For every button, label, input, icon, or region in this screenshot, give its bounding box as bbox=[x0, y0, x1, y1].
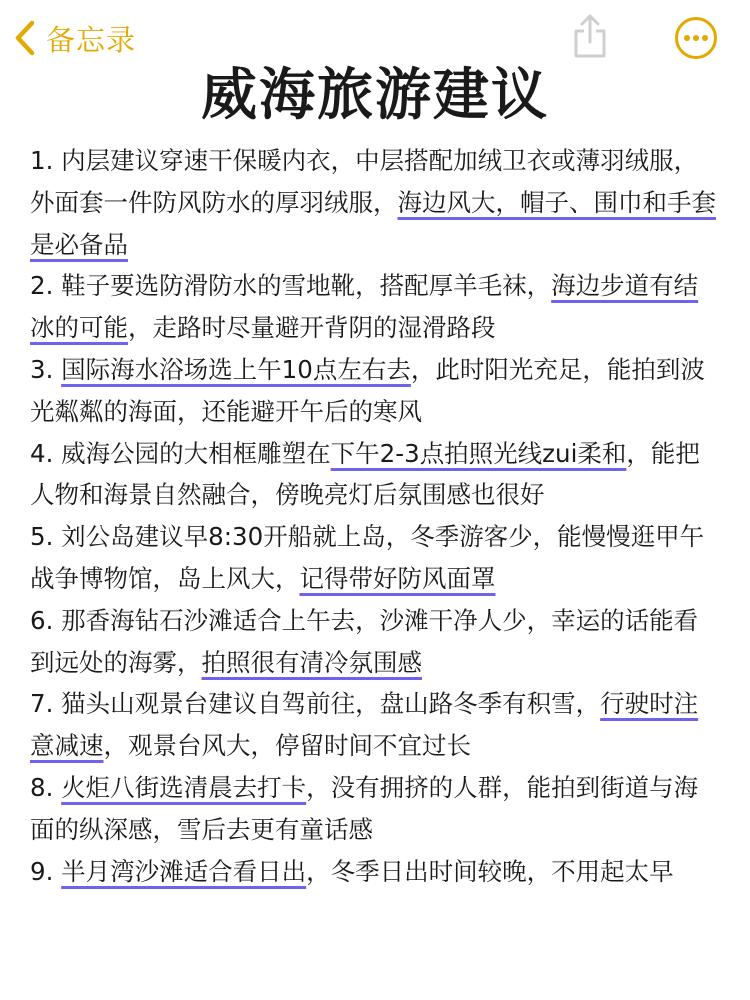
tip-text: 威海公园的大相框雕塑在 bbox=[61, 438, 331, 468]
tip-item bbox=[30, 683, 720, 767]
tip-highlight: 半月湾沙滩适合看日出 bbox=[61, 856, 307, 886]
tip-highlight: 拍照很有清冷氛围感 bbox=[201, 647, 422, 677]
back-button[interactable] bbox=[14, 18, 136, 58]
tip-item bbox=[30, 265, 720, 349]
tip-text: 刘公岛建议早8:30开船就上岛，冬季游客少，能慢慢逛甲午战争博物馆，岛上风大， bbox=[30, 522, 705, 593]
note-title: 威海旅游建议 bbox=[201, 63, 549, 128]
back-label: 备忘录 bbox=[46, 22, 137, 57]
tip-text: 7. bbox=[30, 689, 62, 719]
tip-text: ，没有拥挤的人群，能拍到街道与海面的纵深感，雪后去更有童话感 bbox=[30, 772, 699, 844]
tip-highlight: 海边步道有结冰的可能 bbox=[30, 271, 699, 343]
tip-text: ，走路时尽量避开背阴的湿滑路段 bbox=[128, 313, 496, 343]
tip-text: 4. bbox=[30, 438, 62, 468]
note-body[interactable] bbox=[30, 140, 720, 892]
tip-highlight: 国际海水浴场选上午10点左右去 bbox=[61, 354, 411, 384]
share-button[interactable] bbox=[570, 12, 610, 60]
tip-item bbox=[30, 433, 720, 517]
tip-highlight: 下午2-3点拍照光线zui柔和 bbox=[330, 438, 627, 468]
more-options-button[interactable] bbox=[674, 16, 718, 60]
tip-highlight: 记得带好防风面罩 bbox=[299, 563, 496, 593]
tip-text: 5. bbox=[30, 522, 62, 552]
tip-highlight: 海边风大，帽子、围巾和手套是必备品 bbox=[30, 187, 716, 259]
tip-text: 3. bbox=[30, 354, 62, 384]
tip-item bbox=[30, 349, 720, 433]
tip-item bbox=[30, 600, 720, 684]
tip-text: ，观景台风大，停留时间不宜过长 bbox=[103, 731, 471, 761]
tip-highlight: 火炬八街选清晨去打卡 bbox=[61, 772, 307, 802]
tip-text: 内层建议穿速干保暖内衣，中层搭配加绒卫衣或薄羽绒服，外面套一件防风防水的厚羽绒服， bbox=[30, 146, 699, 217]
tip-text: 猫头山观景台建议自驾前往，盘山路冬季有积雪， bbox=[61, 689, 601, 719]
tip-text: 鞋子要选防滑防水的雪地靴，搭配厚羊毛袜， bbox=[61, 271, 552, 301]
tip-text: 1. bbox=[30, 146, 62, 175]
tip-text: ，冬季日出时间较晚，不用起太早 bbox=[306, 856, 674, 886]
tip-text: 2. bbox=[30, 271, 62, 301]
tip-item bbox=[30, 851, 720, 893]
tip-text: ，能把人物和海景自然融合，傍晚亮灯后氛围感也很好 bbox=[30, 438, 700, 510]
tip-item bbox=[30, 140, 720, 265]
tip-item bbox=[30, 516, 720, 600]
tip-highlight: 行驶时注意减速 bbox=[30, 689, 699, 761]
tip-text: 9. bbox=[30, 856, 62, 886]
tip-text: ，此时阳光充足，能拍到波光粼粼的海面，还能避开午后的寒风 bbox=[30, 354, 705, 426]
tip-text: 那香海钻石沙滩适合上午去，沙滩干净人少，幸运的话能看到远处的海雾， bbox=[30, 605, 699, 677]
tip-text: 8. bbox=[30, 772, 62, 802]
tip-text: 6. bbox=[30, 605, 62, 635]
chevron-left-icon bbox=[14, 20, 36, 56]
tip-item bbox=[30, 767, 720, 851]
